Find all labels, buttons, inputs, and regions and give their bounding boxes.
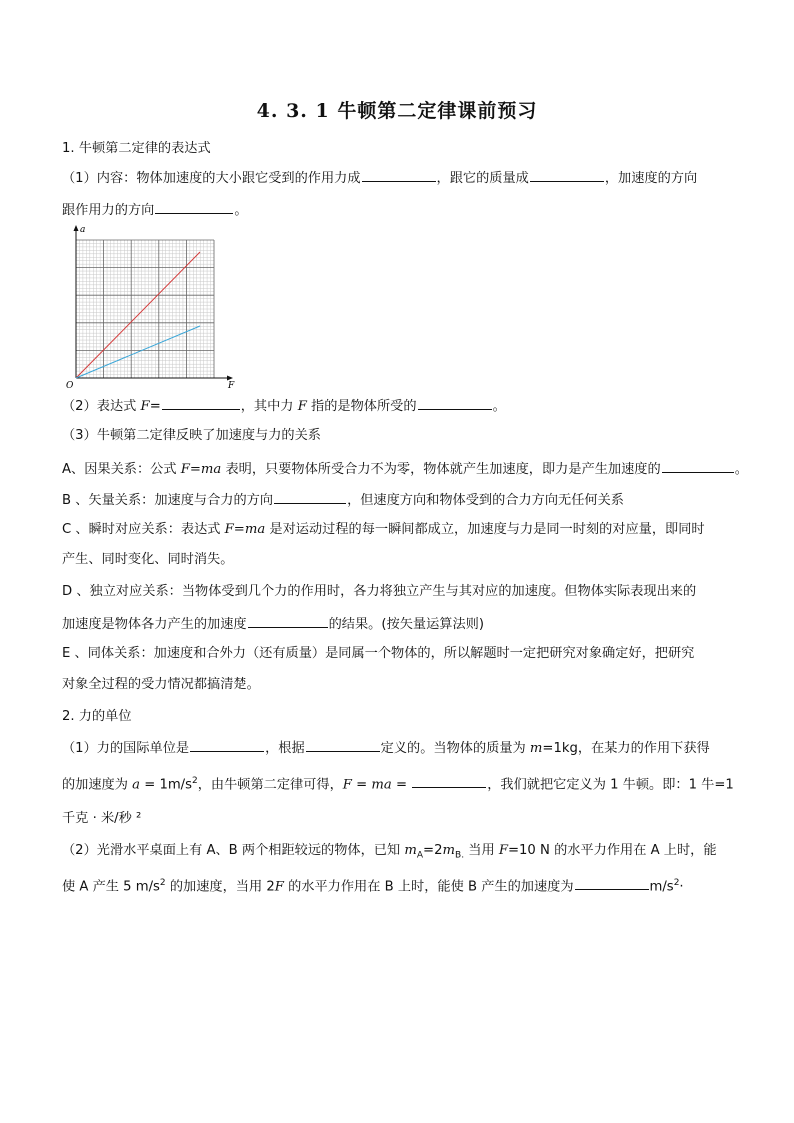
answer-blank[interactable] [530,168,604,182]
answer-blank[interactable] [248,614,328,628]
answer-blank[interactable] [274,490,346,504]
section-1-heading: 1. 牛顿第二定律的表达式 [62,141,211,156]
relation-e-line-2: 对象全过程的受力情况都搞清楚。 [62,677,260,692]
y-axis-label: a [80,225,86,235]
s1-relation-heading: （3）牛顿第二定律反映了加速度与力的关系 [62,428,321,443]
answer-blank[interactable] [662,459,734,473]
relation-c-line-1: C 、瞬时对应关系：表达式 F=ma 是对运动过程的每一瞬间都成立，加速度与力是同一时刻的对应量，即同时 [62,522,705,537]
s2-q2-line-1: （2）光滑水平桌面上有 A、B 两个相距较远的物体，已知 $m_A=2m_{B.}$ 当用 F=10 N 的水平力作用在 A 上时，能 [62,843,717,861]
answer-blank[interactable] [306,738,380,752]
answer-blank[interactable] [575,876,649,890]
relation-e-line-1: E 、同体关系：加速度和合外力（还有质量）是同属一个物体的，所以解题时一定把研究对象确定好，把研究 [62,646,695,661]
s1-content-line-2: 跟作用力的方向 。 [62,200,742,220]
answer-blank[interactable] [362,168,436,182]
s2-unit-line: 千克 · 米/秒 ² [62,811,142,826]
x-axis-arrow [227,376,233,381]
s2-q1-line-2: 的加速度为 $a = 1m/s^2$，由牛顿第二定律可得，F = ma = ，我们就把它定义为 1 牛顿。即：1 牛=1 [62,776,734,793]
origin-label: O [66,381,74,391]
s1-content-line-1: （1）内容：物体加速度的大小跟它受到的作用力成 ，跟它的质量成 ，加速度的方向 [62,168,742,188]
x-axis-label: F [228,381,235,391]
s2-q2-line-2: 使 A 产生 5 $m/s^2$ 的加速度，当用 2F 的水平力作用在 B 上时，能使 B 产生的加速度为 $m/s^2\cdot$ [62,878,684,895]
relation-b-line: B 、矢量关系：加速度与合力的方向 ，但速度方向和物体受到的合力方向无任何关系 [62,490,742,510]
answer-blank[interactable] [162,396,240,410]
page-title: 4. 3. 1 牛顿第二定律课前预习 [256,100,538,122]
y-axis-arrow [74,225,79,231]
answer-blank[interactable] [155,200,233,214]
answer-blank[interactable] [190,738,264,752]
relation-d-line-2: 加速度是物体各力产生的加速度 的结果。(按矢量运算法则) [62,614,742,634]
answer-blank[interactable] [418,396,492,410]
relation-d-line-1: D 、独立对应关系：当物体受到几个力的作用时，各力将独立产生与其对应的加速度。但物体实际表现出来的 [62,584,697,599]
section-2-heading: 2. 力的单位 [62,709,132,724]
s2-q1-line-1: （1）力的国际单位是 ，根据 定义的。当物体的质量为 m=1kg，在某力的作用下获得 [62,738,742,758]
a-vs-f-graph [62,222,242,392]
relation-a-line: A、因果关系：公式 F=ma 表明，只要物体所受合力不为零，物体就产生加速度，即力是产生加速度的 。 [62,459,742,479]
s1-expression-line: （2）表达式 F= ，其中力 F 指的是物体所受的 。 [62,396,742,416]
answer-blank[interactable] [412,774,486,788]
relation-c-line-2: 产生、同时变化、同时消失。 [62,552,234,567]
